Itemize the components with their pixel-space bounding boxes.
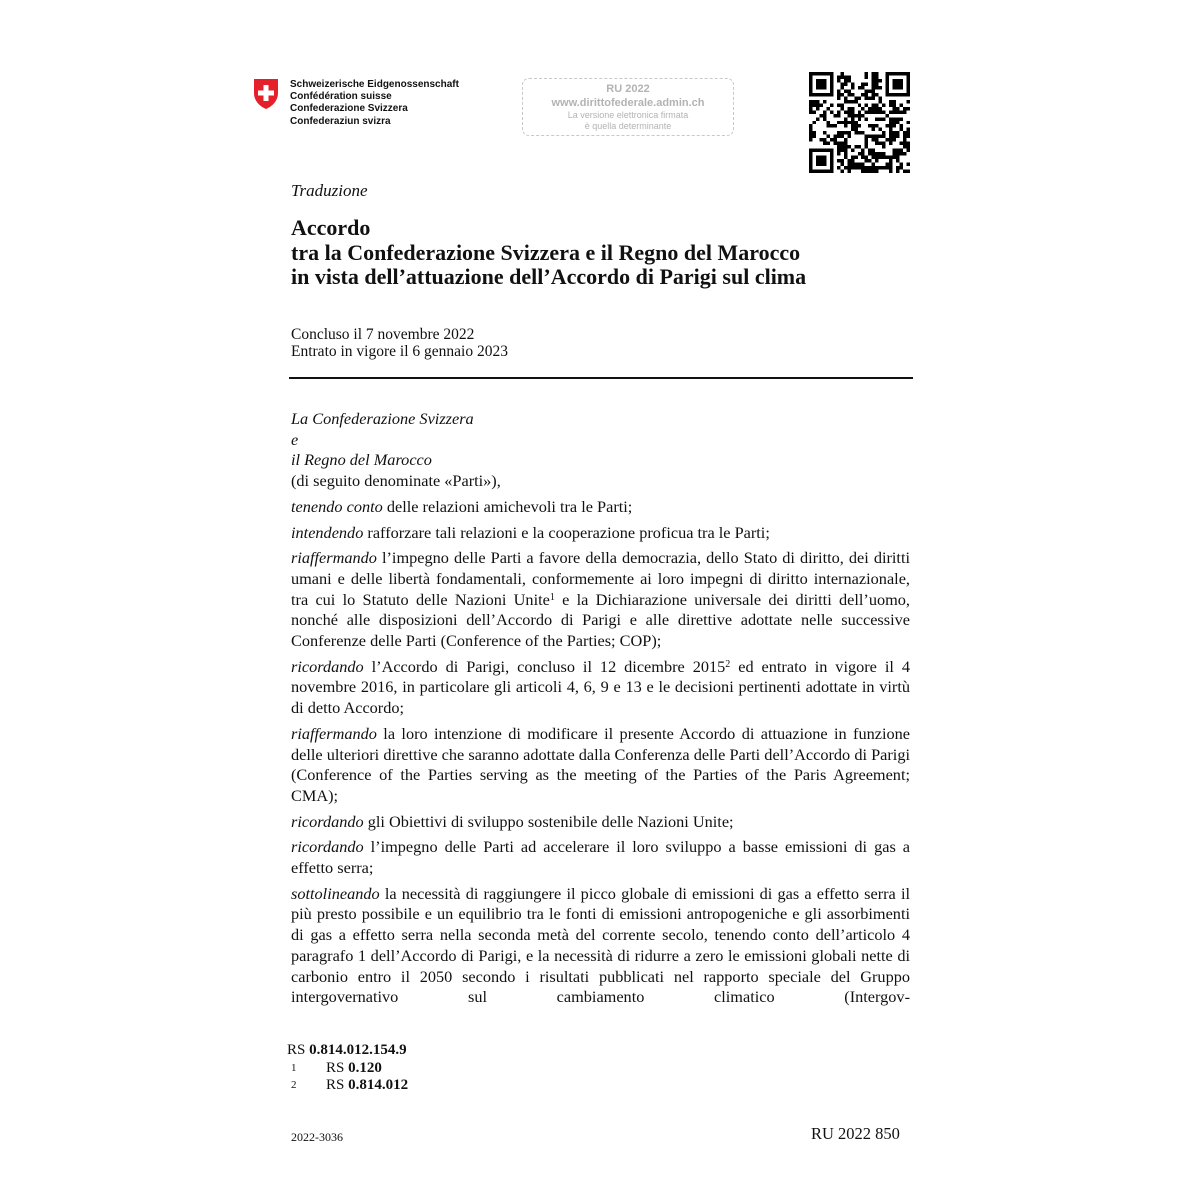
confederation-name-fr: Confédération suisse (290, 91, 392, 103)
page-reference: RU 2022 850 (811, 1124, 900, 1143)
stamp-note-2: è quella determinante (584, 121, 672, 131)
electronic-signature-stamp (522, 78, 734, 136)
footnotes (287, 1042, 408, 1095)
stamp-ru-year: RU 2022 (606, 83, 650, 95)
recital-text: gli Obiettivi di sviluppo sostenibile delle Nazioni Unite; (363, 811, 734, 831)
recital-verb: riaffermando (291, 723, 377, 743)
recital-verb: ricordando (291, 811, 364, 831)
rs-prefix: RS (287, 1042, 306, 1058)
recital-text-continued: e la Dichiarazione universale dei diritti dell’uomo, nonché alle disposizioni dell’Accordo di Parigi e alle direttive adottate nelle successive Conferenze delle Parti (Conference of the Parties; COP); (291, 589, 910, 651)
stamp-note-1: La versione elettronica firmata (567, 110, 689, 120)
document-dates (291, 327, 508, 360)
footnote-prefix: RS (326, 1077, 345, 1093)
footnote-prefix: RS (326, 1059, 345, 1076)
party-switzerland: La Confederazione Svizzera (291, 409, 474, 428)
recital (291, 837, 910, 878)
recital-text: l’impegno delle Parti a favore della democrazia, dello Stato di diritto, dei diritti umani e delle libertà fondamentali, conformemente ai loro impegni di diritto internazionale, tra cui lo Statuto delle Nazioni Unite (291, 548, 910, 609)
recital (291, 523, 910, 544)
stamp-url: www.dirittofederale.admin.ch (551, 97, 705, 109)
document-id: 2022-3036 (291, 1130, 343, 1144)
title-line-1: Accordo (291, 215, 371, 240)
rs-reference (287, 1042, 408, 1060)
recital-text: delle relazioni amichevoli tra le Parti; (382, 496, 633, 516)
recital-verb: ricordando (291, 837, 364, 857)
title-line-2: tra la Confederazione Svizzera e il Regno del Marocco (291, 239, 801, 265)
recital (291, 657, 910, 719)
footnote-ref[interactable]: 0.814.012 (348, 1077, 409, 1093)
recital-verb: tenendo conto (291, 496, 383, 516)
footnote-number: 1 (291, 1061, 297, 1074)
parties-block (291, 409, 910, 492)
recital-text: l’Accordo di Parigi, concluso il 12 dicembre 2015 (363, 656, 726, 676)
footnote-number: 2 (291, 1079, 297, 1091)
recital-text-continued: ed entrato in vigore il 4 novembre 2016, in particolare gli articoli 4, 6, 9 e 13 e le decisioni pertinenti adottate in virtù di detto Accordo; (291, 656, 910, 718)
footnote-2 (287, 1077, 408, 1095)
confederation-name-de: Schweizerische Eidgenossenschaft (290, 79, 459, 90)
qr-code-icon (809, 72, 910, 173)
document-title (291, 216, 806, 290)
recital-verb: ricordando (291, 656, 364, 676)
recital-text: rafforzare tali relazioni e la cooperazione proficua tra le Parti; (363, 522, 770, 542)
confederation-names (290, 79, 459, 128)
conjunction: e (291, 429, 299, 449)
title-line-3: in vista dell’attuazione dell’Accordo di Parigi sul clima (291, 264, 807, 289)
swiss-coat-of-arms-icon (252, 78, 280, 110)
recital-verb: sottolineando (291, 883, 380, 903)
preamble (291, 409, 910, 1008)
recital-verb: riaffermando (291, 548, 377, 568)
confederation-name-it: Confederazione Svizzera (290, 103, 408, 115)
recital (291, 812, 910, 833)
translation-label: Traduzione (291, 181, 368, 200)
rs-number: 0.814.012.154.9 (309, 1042, 407, 1058)
recital-verb: intendendo (291, 522, 364, 542)
party-morocco: il Regno del Marocco (291, 450, 432, 470)
concluded-date: Concluso il 7 novembre 2022 (291, 326, 475, 343)
recital (291, 724, 910, 807)
recital (291, 497, 910, 518)
footnote-1 (287, 1060, 408, 1078)
recital-text: la necessità di raggiungere il picco globale di emissioni di gas a effetto serra il più presto possibile e un equilibrio tra le fonti di emissioni antropogeniche e gli assorbimenti di gas a effetto serra nella seconda metà del corrente secolo, tenendo conto dell’articolo 4 paragrafo 1 dell’Accordo di Parigi, e la necessità di ridurre a zero le emissioni globali nette di carbonio entro il 2050 secondo i risultati pubblicati nel rapporto speciale del Gruppo intergovernativo sul cambiamento climatico (Intergov- (291, 883, 910, 1007)
recital (291, 884, 910, 1008)
recital (291, 548, 910, 652)
footnote-ref-1[interactable]: 1 (549, 591, 555, 603)
confederation-name-rm: Confederaziun svizra (290, 115, 391, 127)
recital-text: l’impegno delle Parti ad accelerare il loro sviluppo a basse emissioni di gas a effetto serra; (291, 837, 910, 878)
entry-into-force-date: Entrato in vigore il 6 gennaio 2023 (291, 342, 508, 360)
footnote-ref-2[interactable]: 2 (725, 658, 731, 670)
parties-note: (di seguito denominate «Parti»), (291, 471, 501, 491)
title-divider (289, 377, 913, 379)
recital-text: la loro intenzione di modificare il presente Accordo di attuazione in funzione delle ulteriori direttive che saranno adottate dalla Conferenza delle Parti dell’Accordo di Parigi (Conference of the Parties serving as the meeting of the Parties of the Paris Agreement; CMA); (291, 723, 910, 805)
footnote-ref[interactable]: 0.120 (348, 1059, 382, 1076)
